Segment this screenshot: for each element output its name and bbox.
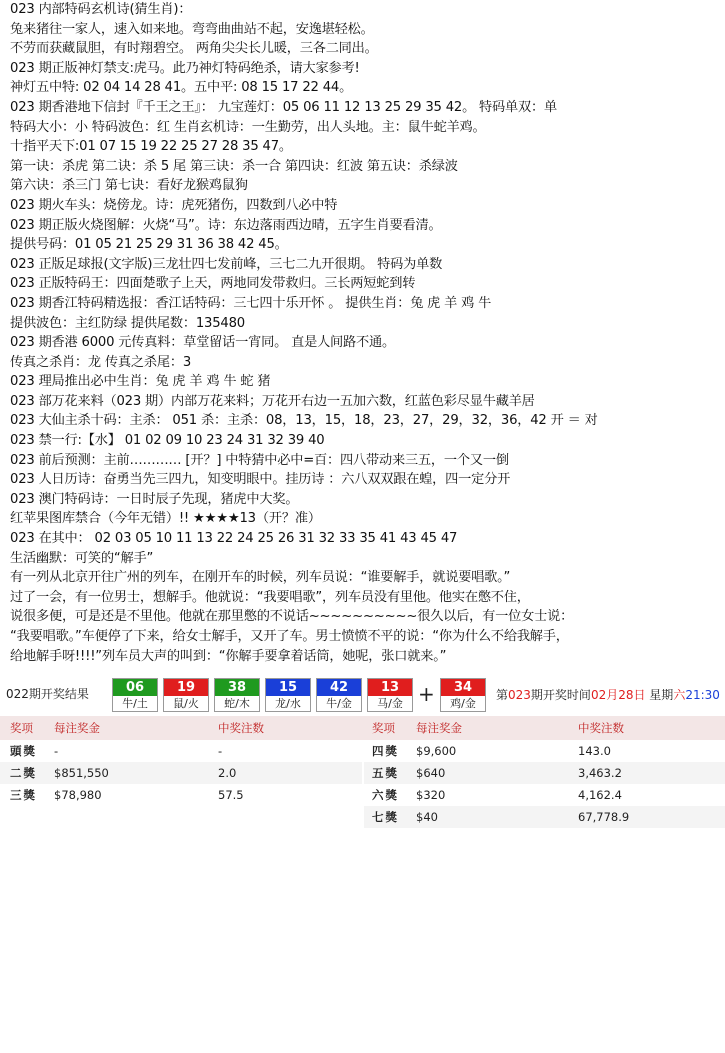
prize-name: 三獎 [10,788,37,802]
text-line: 023 期火车头：烧傍龙。诗：虎死猪伤，四数到八必中特 [10,197,338,213]
draw-ball [265,678,311,712]
next-weekday: 六 [673,688,686,702]
prize-amount: $9,600 [416,744,457,758]
text-line: 提供号码：01 05 21 25 29 31 36 38 42 45。 [10,237,288,253]
text-line: 生活幽默：可笑的“解手” [10,550,154,566]
text-line: 023 正版足球报(文字版)三龙壮四七发前峰，三七二九开很期。 特码为单数 [10,256,443,272]
draw-ball [112,678,158,712]
draw-ball [163,678,209,712]
prize-count: - [218,744,223,758]
prize-amount: $851,550 [54,766,109,780]
prize-header-left: 每注奖金 [54,721,100,735]
ball-zodiac: 马/金 [377,697,403,710]
draw-result-row [0,676,725,712]
draw-ball [214,678,260,712]
text-line: 023 期正版神灯禁支:虎马。此乃神灯特码绝杀，请大家参考! [10,60,360,76]
text-line: 神灯五中特: 02 04 14 28 41。五中平: 08 15 17 22 44。 [10,80,353,96]
draw-special-ball [440,678,486,712]
ball-zodiac: 蛇/木 [224,697,250,710]
forecast-text-block [10,0,720,666]
text-line: 过了一会，有一位男士，想解手。他就说：“我要唱歌”，列车员没有里他。他实在憋不住， [10,589,530,605]
text-line: 023 在其中： 02 03 05 10 11 13 22 24 25 26 31 32 33 35 41 43 45 47 [10,531,458,547]
prize-name: 二獎 [10,766,37,780]
text-line: “我要唱歌。”车便停了下来，给女士解手，又开了车。男士愤愤不平的说：“你为什么不给我解手， [10,629,569,644]
info-prefix: 第 [496,688,509,702]
text-line: 说很多便，可是还是不里他。他就在那里憋的不说话~~~~~~~~~~很久以后，有一位女士说： [10,609,574,625]
prize-count: 67,778.9 [578,810,630,824]
text-line: 023 正版特码王：四面楚歌子上天，两地同发带救归。三长两短蛇到转 [10,276,416,292]
text-line: 有一列从北京开往广州的列车，在刚开车的时候，列车员说：“谁要解手，就说要唱歌。” [10,570,511,586]
ball-number: 13 [368,679,412,696]
ball-zodiac: 鼠/火 [173,697,199,710]
prize-count: 3,463.2 [578,766,622,780]
text-line: 023 期香江特码精选报：香江话特码：三七四十乐开怀 。 提供生肖：兔 虎 羊 鸡 牛 [10,295,492,311]
ball-number: 19 [164,679,208,696]
text-line: 023 内部特码玄机诗(猜生肖)： [10,2,192,17]
draw-ball [316,678,362,712]
next-draw-info [496,686,720,703]
prize-count: 2.0 [218,766,237,780]
text-line: 023 前后预测：主前………… [开？] 中特猜中必中=百：四八带动来三五，一个又一倒 [10,452,509,468]
next-issue: 023 [508,688,531,702]
text-line: 红苹果图库禁合（今年无错）!! ★★★★13（开？准） [10,511,321,527]
prize-name: 五獎 [372,766,399,780]
text-line: 023 理局推出必中生肖：兔 虎 羊 鸡 牛 蛇 猪 [10,374,271,390]
text-line: 023 期正版火烧图解：火烧“马”。诗：东边落雨西边晴，五字生肖要看清。 [10,217,442,233]
plus-sign: + [418,682,435,706]
prize-table [0,716,725,828]
prize-count: 4,162.4 [578,788,622,802]
ball-number: 38 [215,679,259,696]
prize-name: 四獎 [372,744,399,758]
prize-amount: $320 [416,788,446,802]
info-mid: 期开奖时间 [530,688,591,702]
text-line: 023 澳门特码诗：一日时辰子先现，猪虎中大奖。 [10,491,299,507]
ball-number: 42 [317,679,361,696]
prize-header-right: 每注奖金 [416,721,462,735]
next-date: 02月28日 [590,688,646,702]
ball-zodiac: 牛/金 [326,697,352,710]
text-line: 023 禁一行:【水】 01 02 09 10 23 24 31 32 39 40 [10,433,325,449]
prize-header-left: 中奖注数 [218,721,264,735]
text-line: 023 人日历诗：奋勇当先三四九，知变明眼中。挂历诗 ：六八双双跟在蝗，四一定分开 [10,472,511,488]
ball-number: 06 [113,679,157,696]
ball-zodiac: 龙/水 [275,697,301,710]
prize-amount: - [54,744,59,758]
prize-count: 57.5 [218,788,244,802]
draw-ball [367,678,413,712]
info-weekday-label: 星期 [645,688,674,702]
prize-header-right: 奖项 [372,721,395,735]
text-line: 023 期香港地下信封『千王之王』： 九宝莲灯：05 06 11 12 13 25 29 35 42。 特码单双：单 [10,99,557,115]
text-line: 给地解手呀!!!!”列车员大声的叫到：“你解手要拿着话筒，她呢，张口就来。” [10,648,447,664]
ball-number: 15 [266,679,310,696]
draw-result-label: 022期开奖结果 [6,687,89,701]
text-line: 第六诀：杀三门 第七诀：看好龙猴鸡鼠狗 [10,178,248,194]
text-line: 特码大小：小 特码波色：红 生肖玄机诗：一生勤劳，出人头地。主：鼠牛蛇羊鸡。 [10,119,486,135]
text-line: 023 期香港 6000 元传真料：草堂留话一宵同。 直是人间路不通。 [10,335,395,351]
text-line: 023 部万花来料（023 期）内部万花来料；万花开右边一五加六数，红蓝色彩尽显牛藏羊居 [10,393,535,409]
ball-zodiac: 牛/土 [122,697,148,710]
prize-header-right: 中奖注数 [578,721,624,735]
ball-zodiac: 鸡/金 [450,697,476,710]
text-line: 023 大仙主杀十码：主杀： 051 杀：主杀：08，13，15，18，23，27，29，32，36，42 开 ＝ 对 [10,413,598,429]
ball-number: 34 [441,679,485,696]
prize-amount: $640 [416,766,446,780]
prize-count: 143.0 [578,744,611,758]
text-line: 十指平天下:01 07 15 19 22 25 27 28 35 47。 [10,139,292,155]
prize-name: 七獎 [372,810,399,824]
next-time: 21:30 [685,688,720,702]
prize-amount: $40 [416,810,438,824]
prize-header-left: 奖项 [10,721,33,735]
text-line: 第一诀：杀虎 第二诀：杀 5 尾 第三诀：杀一合 第四诀：红波 第五诀：杀绿波 [10,158,458,174]
prize-name: 六獎 [372,788,399,802]
prize-amount: $78,980 [54,788,102,802]
text-line: 提供波色：主红防绿 提供尾数：135480 [10,315,245,331]
text-line: 兔来猪往一家人，速入如来地。弯弯曲曲站不起，安逸堪轻松。 [10,21,374,37]
prize-name: 頭獎 [10,744,37,758]
text-line: 传真之杀肖：龙 传真之杀尾：3 [10,354,192,370]
text-line: 不劳而获藏鼠胆，有时翔碧空。 两角尖尖长儿暖，三各二同出。 [10,41,378,57]
